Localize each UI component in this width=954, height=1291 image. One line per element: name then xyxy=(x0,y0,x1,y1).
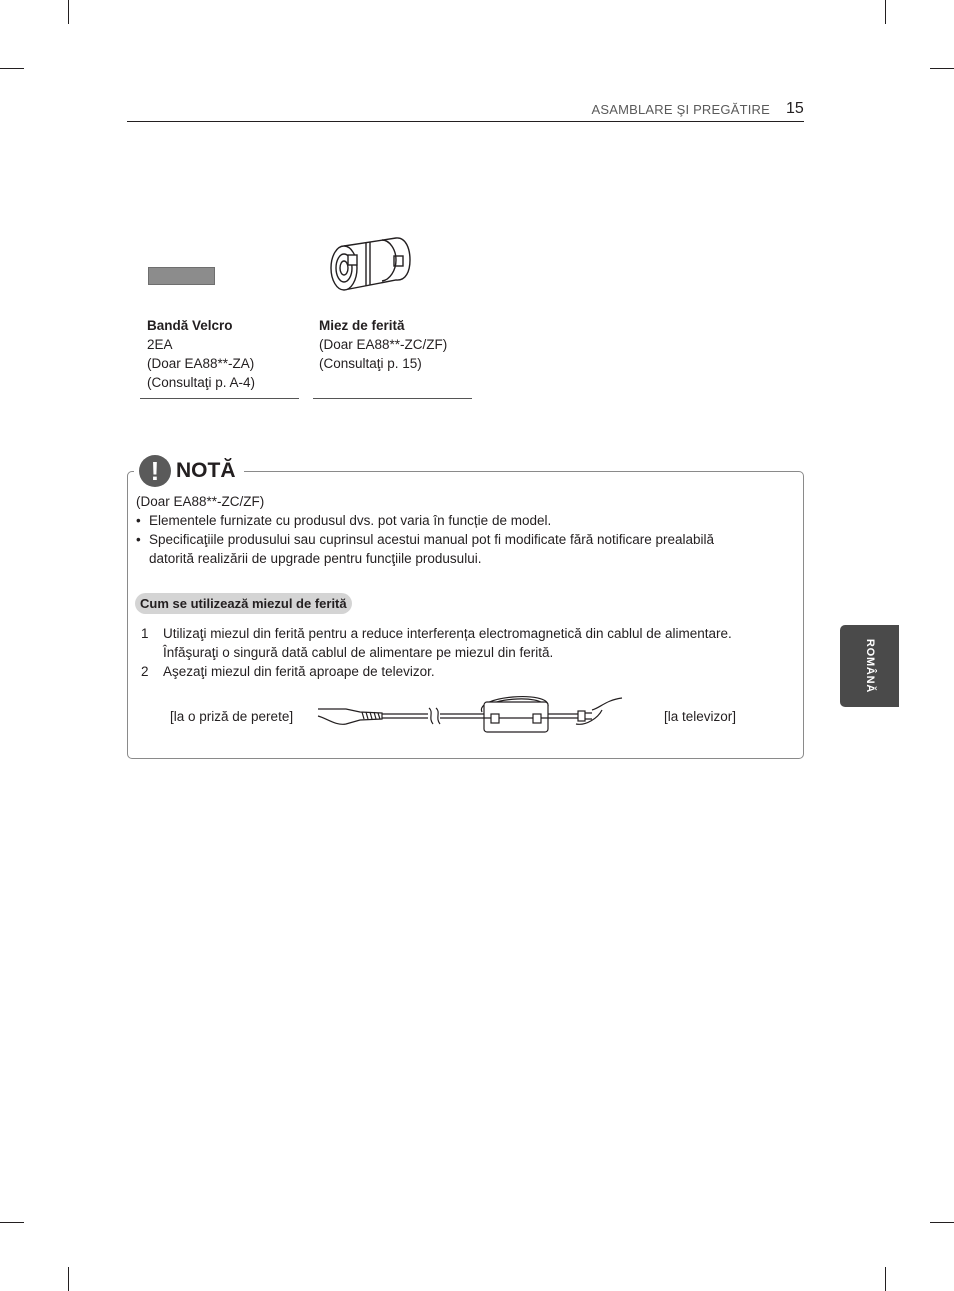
wall-outlet-label: [la o priză de perete] xyxy=(170,709,294,724)
section-title: ASAMBLARE ŞI PREGĂTIRE xyxy=(591,102,770,117)
step-item xyxy=(141,662,791,681)
step-number: 1 xyxy=(141,626,149,641)
item-divider xyxy=(313,398,472,399)
tv-label: [la televizor] xyxy=(664,709,737,724)
language-tab xyxy=(840,625,899,707)
header-divider xyxy=(127,121,804,122)
item-detail: (Doar EA88**-ZC/ZF) xyxy=(319,337,448,352)
crop-mark xyxy=(0,68,24,69)
crop-mark xyxy=(930,68,954,69)
ferrite-core-illustration xyxy=(326,234,412,296)
crop-mark xyxy=(930,1222,954,1223)
crop-mark xyxy=(0,1222,24,1223)
step-text: Înfăşuraţi o singură dată cablul de alimentare pe miezul din ferită. xyxy=(163,645,554,660)
item-ferrite-core xyxy=(319,316,447,373)
item-velcro xyxy=(147,316,255,392)
crop-mark xyxy=(68,1267,69,1291)
exclamation-icon: ! xyxy=(139,455,171,487)
step-text: Utilizaţi miezul din ferită pentru a reduce interferența electromagnetică din cablul de alimentare. xyxy=(163,626,732,641)
item-detail: (Consultaţi p. A-4) xyxy=(147,375,256,390)
bullet-text: Elementele furnizate cu produsul dvs. pot varia în funcție de model. xyxy=(149,513,552,528)
ferrite-cable-diagram xyxy=(316,688,628,736)
bullet-text: Specificaţiile produsului sau cuprinsul acestui manual pot fi modificate fără notificare prealabilă xyxy=(149,532,715,547)
crop-mark xyxy=(885,1267,886,1291)
item-detail: (Doar EA88**-ZA) xyxy=(147,356,255,371)
note-bullet xyxy=(136,511,796,530)
step-item xyxy=(141,624,791,662)
bullet-dot: • xyxy=(136,532,141,547)
crop-mark xyxy=(885,0,886,24)
bullet-text: datorită realizării de upgrade pentru funcţiile produsului. xyxy=(149,551,482,566)
language-tab-label: ROMÂNĂ xyxy=(863,638,876,694)
ferrite-usage-heading: Cum se utilizează miezul de ferită xyxy=(135,593,352,614)
note-bullet xyxy=(136,530,796,568)
crop-mark xyxy=(68,0,69,24)
step-number: 2 xyxy=(141,664,149,679)
note-header xyxy=(134,452,244,490)
page-number: 15 xyxy=(786,100,804,117)
step-text: Aşezaţi miezul din ferită aproape de televizor. xyxy=(163,664,435,679)
item-name: Miez de ferită xyxy=(319,318,405,333)
item-detail: 2EA xyxy=(147,337,173,352)
note-title: NOTĂ xyxy=(176,459,236,482)
item-divider xyxy=(140,398,299,399)
item-detail: (Consultaţi p. 15) xyxy=(319,356,422,371)
item-name: Bandă Velcro xyxy=(147,318,233,333)
note-scope: (Doar EA88**-ZC/ZF) xyxy=(136,494,265,509)
velcro-strip-illustration xyxy=(148,267,215,285)
bullet-dot: • xyxy=(136,513,141,528)
